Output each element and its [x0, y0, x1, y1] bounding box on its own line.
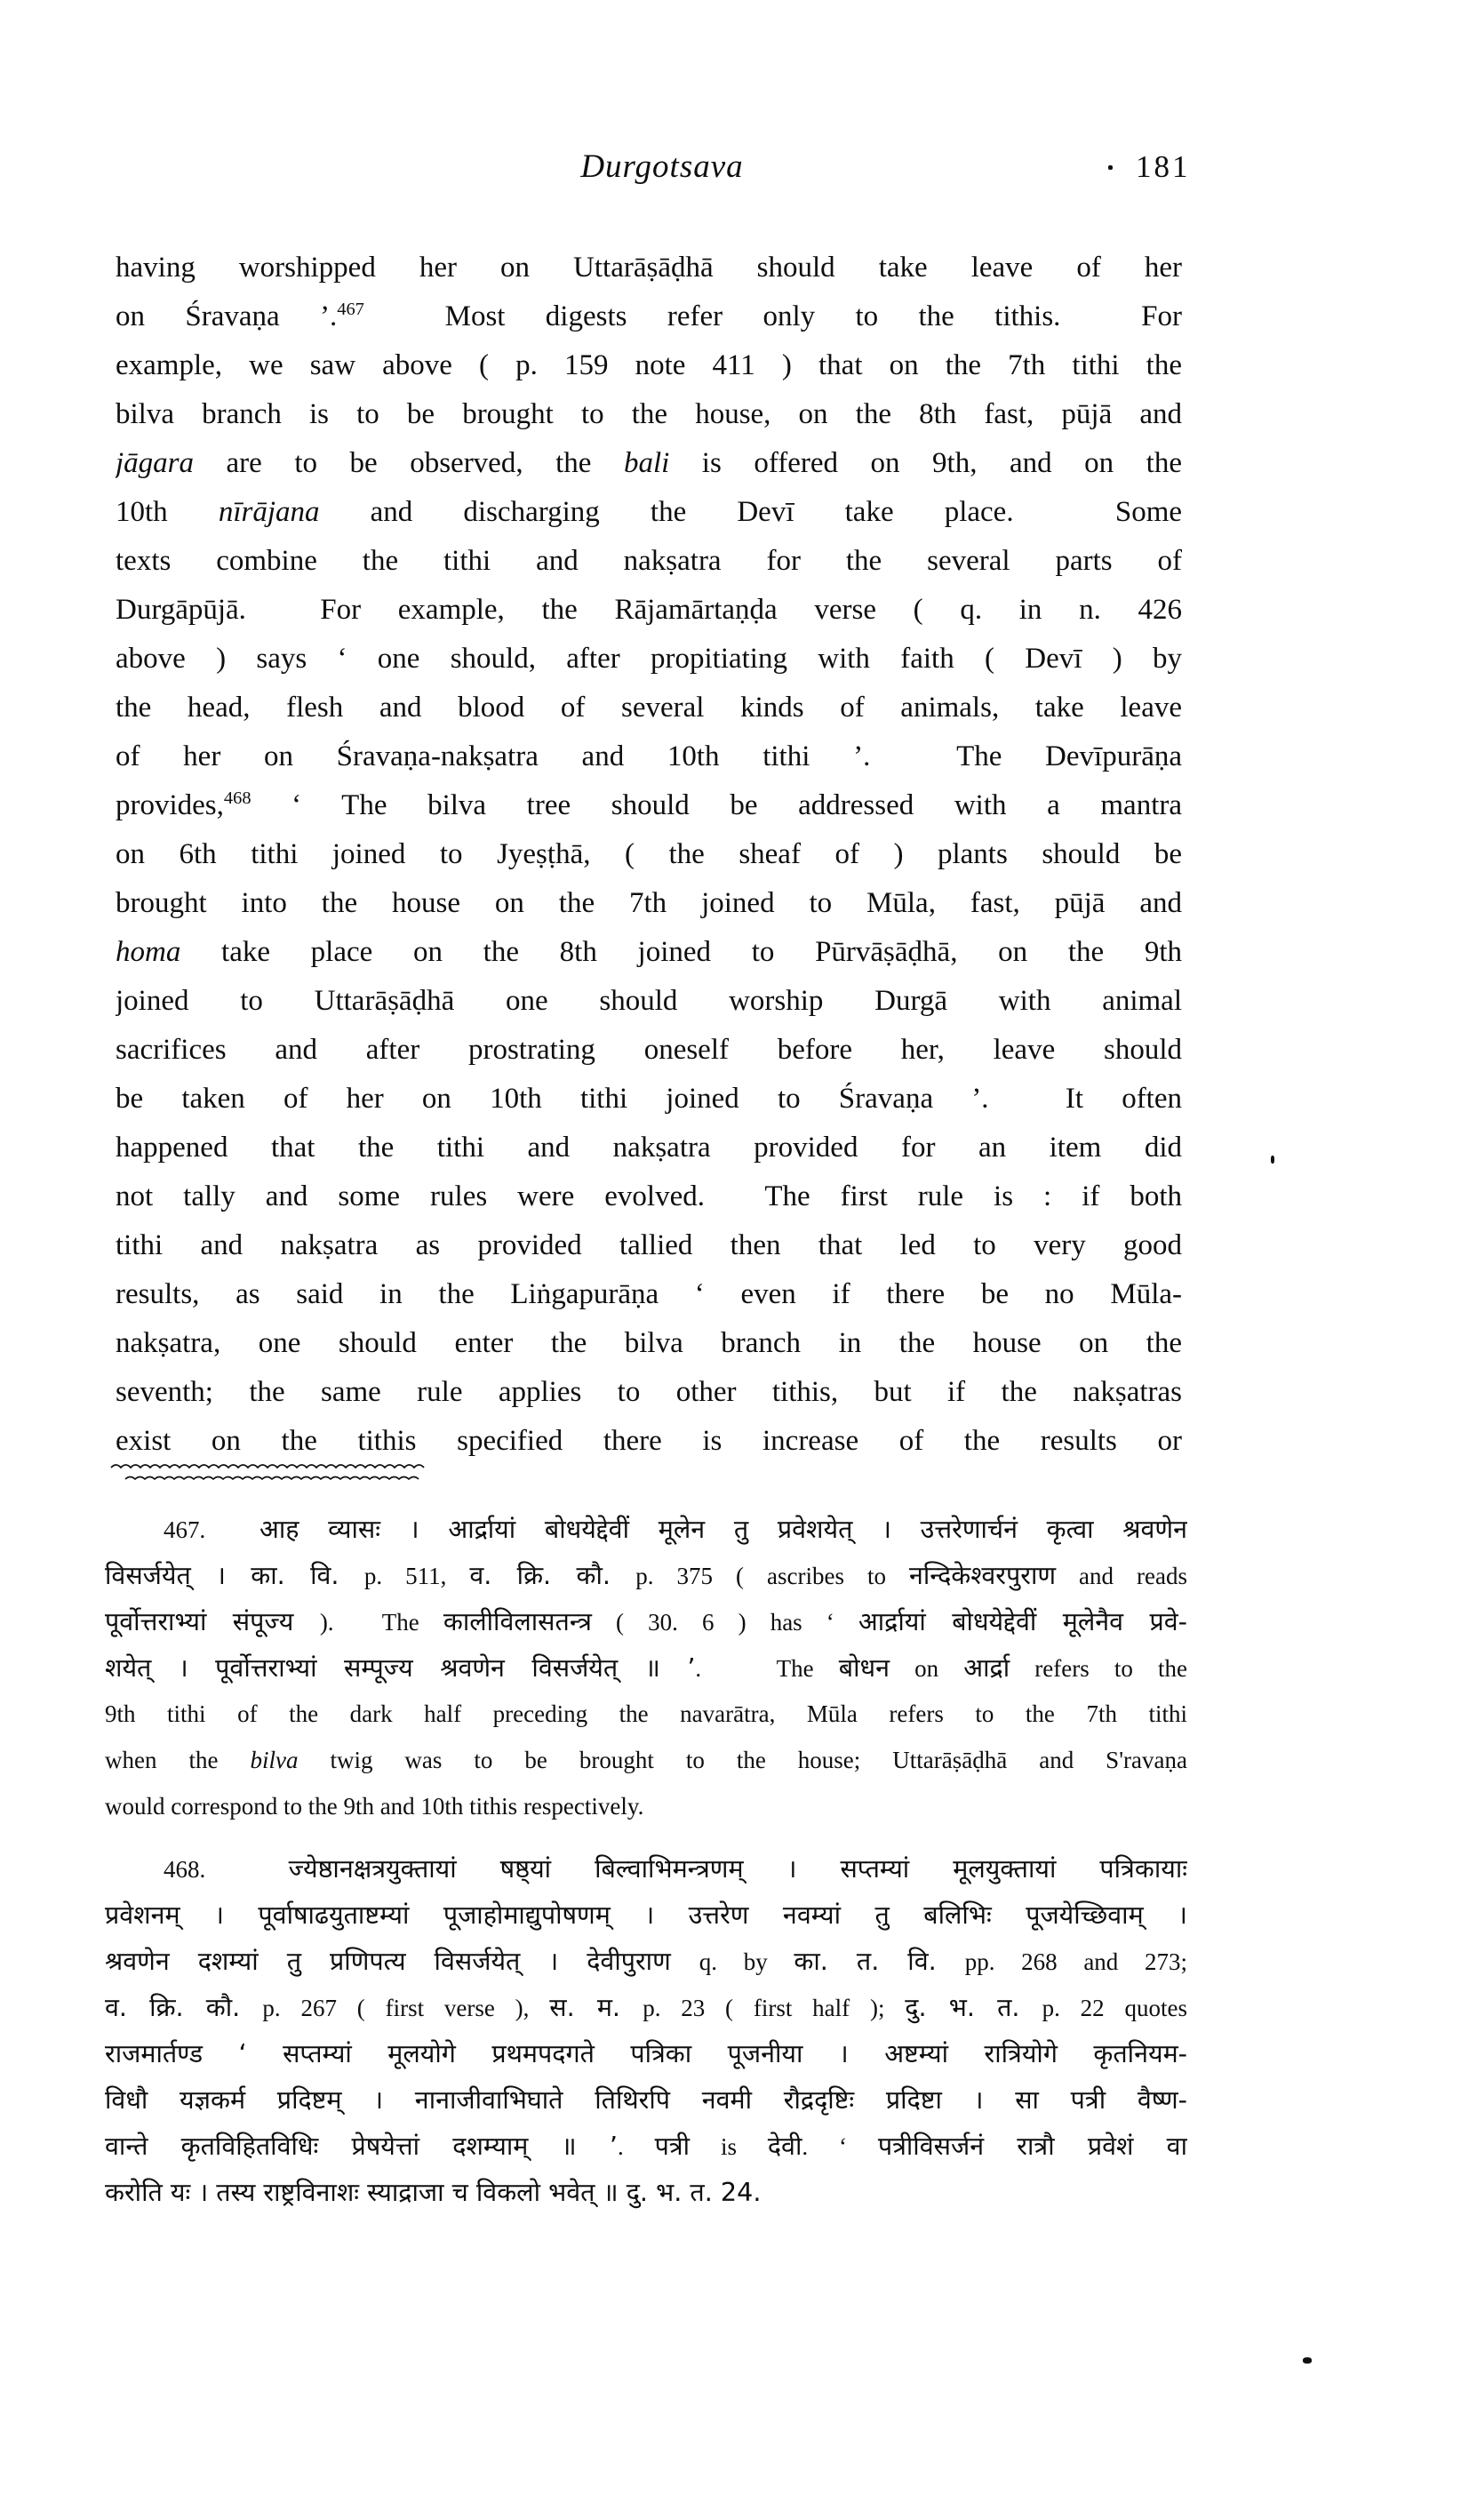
footnote-line: 468. ज्येष्ठानक्षत्रयुक्तायां षष्ठ्यां बिल्वाभिमन्त्रणम् । सप्तम्यां मूलयुक्तायां पत्रिकायाः: [164, 1853, 1187, 1884]
footnote-line: व. क्रि. कौ. p. 267 ( first verse ), स. म. p. 23 ( first half ); दु. भ. त. p. 22 quotes: [105, 1992, 1187, 2022]
body-text-line: bilva branch is to be brought to the house, on the 8th fast, pūjā and: [116, 398, 1182, 430]
body-text-line: exist on the tithis specified there is increase of the results or: [116, 1425, 1182, 1457]
footnote-line: 467. आह व्यासः । आर्द्रायां बोधयेद्देवीं मूलेन तु प्रवेशयेत् । उत्तरेणार्चनं कृत्वा श्रवणेन: [164, 1514, 1187, 1544]
body-text: [116, 244, 1182, 1466]
ink-speck: [1271, 1156, 1274, 1164]
page-number: 181: [1136, 149, 1191, 184]
body-text-line: having worshipped her on Uttarāṣāḍhā should take leave of her: [116, 252, 1182, 284]
body-text-line: on Śravaṇa ’.$^{467}$ Most digests refer only to the tithis. For: [116, 300, 1182, 332]
ink-speck: [1303, 2357, 1312, 2364]
footnote-line: 9th tithi of the dark half preceding the navarātra, Mūla refers to the 7th tithi: [105, 1700, 1187, 1727]
footnote-line: करोति यः । तस्य राष्ट्रविनाशः स्याद्राजा च विकलो भवेत् ॥ दु. भ. त. 24.: [105, 2177, 762, 2207]
body-text-line: of her on Śravaṇa-nakṣatra and 10th tithi ’. The Devīpurāṇa: [116, 740, 1182, 772]
body-text-line: jāgara are to be observed, the bali is offered on 9th, and on the: [116, 447, 1182, 479]
body-text-line: happened that the tithi and nakṣatra provided for an item did: [116, 1132, 1182, 1164]
footnote-line: when the bilva twig was to be brought to the house; Uttarāṣāḍhā and S'ravaṇa: [105, 1747, 1187, 1773]
footnote-line: विसर्जयेत् । का. वि. p. 511, व. क्रि. कौ. p. 375 ( ascribes to नन्दिकेश्वरपुराण and reads: [105, 1560, 1187, 1590]
body-text-line: results, as said in the Liṅgapurāṇa ‘ even if there be no Mūla-: [116, 1278, 1182, 1310]
body-text-line: example, we saw above ( p. 159 note 411 ) that on the 7th tithi the: [116, 349, 1182, 381]
body-text-line: provides,$^{468}$ ‘ The bilva tree should be addressed with a mantra: [116, 788, 1182, 821]
body-text-line: brought into the house on the 7th joined to Mūla, fast, pūjā and: [116, 887, 1182, 919]
body-text-line: tithi and nakṣatra as provided tallied then that led to very good: [116, 1229, 1182, 1261]
body-text-line: the head, flesh and blood of several kinds of animals, take leave: [116, 692, 1182, 724]
body-text-line: Durgāpūjā. For example, the Rājamārtaṇḍa verse ( q. in n. 426: [116, 594, 1182, 626]
footnote-468: [105, 1845, 1187, 2215]
running-title: Durgotsava: [580, 148, 744, 185]
footnote-line: पूर्वोत्तराभ्यां संपूज्य ). The कालीविलासतन्त्र ( 30. 6 ) has ‘ आर्द्रायां बोधयेद्देवीं मूलेनैव प्रवे-: [105, 1606, 1187, 1636]
body-text-line: 10th nīrājana and discharging the Devī take place. Some: [116, 496, 1182, 528]
body-text-line: joined to Uttarāṣāḍhā one should worship Durgā with animal: [116, 985, 1182, 1017]
ink-speck: [1108, 165, 1113, 170]
body-text-line: on 6th tithi joined to Jyeṣṭhā, ( the sheaf of ) plants should be: [116, 838, 1182, 870]
body-text-line: seventh; the same rule applies to other tithis, but if the nakṣatras: [116, 1376, 1182, 1408]
footnote-line: राजमार्तण्ड ‘ सप्तम्यां मूलयोगे प्रथमपदगते पत्रिका पूजनीया । अष्टम्यां रात्रियोगे कृतनियम-: [105, 2038, 1187, 2068]
footnote-line: प्रवेशनम् । पूर्वाषाढयुताष्टम्यां पूजाहोमाद्युपोषणम् । उत्तरेण नवम्यां तु बलिभिः पूजयेच्छिवाम् ।: [105, 1900, 1187, 1930]
footnote-line: विधौ यज्ञकर्म प्रदिष्टम् । नानाजीवाभिघाते तिथिरपि नवमी रौद्रदृष्टिः प्रदिष्टा । सा पत्री वैष्ण-: [105, 2084, 1187, 2115]
body-text-line: above ) says ‘ one should, after propitiating with faith ( Devī ) by: [116, 643, 1182, 675]
footnote-separator-wavy-line: [110, 1459, 466, 1496]
footnote-line: वान्ते कृतविहितविधिः प्रेषयेत्तां दशम्याम् ॥ ’. पत्री is देवी. ‘ पत्रीविसर्जनं रात्रौ प्रवेशं वा: [105, 2131, 1187, 2161]
footnote-467: [105, 1506, 1187, 1829]
footnote-line: शयेत् । पूर्वोत्तराभ्यां सम्पूज्य श्रवणेन विसर्जयेत् ॥ ’. The बोधन on आर्द्रा refers to the: [105, 1652, 1187, 1683]
body-text-line: nakṣatra, one should enter the bilva branch in the house on the: [116, 1327, 1182, 1359]
body-text-line: homa take place on the 8th joined to Pūrvāṣāḍhā, on the 9th: [116, 936, 1182, 968]
body-text-line: texts combine the tithi and nakṣatra for the several parts of: [116, 545, 1182, 577]
body-text-line: not tally and some rules were evolved. The first rule is : if both: [116, 1180, 1182, 1212]
body-text-line: be taken of her on 10th tithi joined to Śravaṇa ’. It often: [116, 1083, 1182, 1115]
footnote-line: श्रवणेन दशम्यां तु प्रणिपत्य विसर्जयेत् । देवीपुराण q. by का. त. वि. pp. 268 and 273;: [105, 1946, 1187, 1976]
footnote-line: would correspond to the 9th and 10th tithis respectively.: [105, 1793, 644, 1820]
body-text-line: sacrifices and after prostrating oneself before her, leave should: [116, 1034, 1182, 1066]
